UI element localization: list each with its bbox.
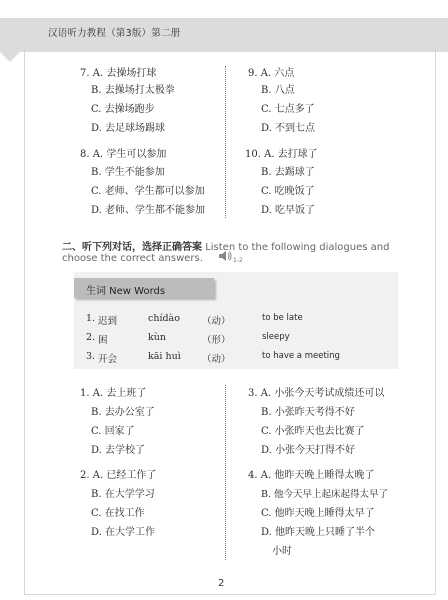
option: D. 老师、学生都不能参加 — [91, 205, 206, 216]
vocab-pinyin: chídào — [148, 313, 180, 324]
question-1: 1. A. 去上班了 — [80, 388, 147, 399]
option: D. 小张今天打得不好 — [261, 445, 356, 456]
vocab-word: 困 — [98, 335, 108, 346]
question-4: 4. A. 他昨天晚上睡得太晚了 — [248, 470, 375, 481]
vocab-pos: （动） — [202, 354, 231, 365]
option: B. 他今天早上起床起得太早了 — [261, 489, 389, 500]
option: D. 吃早饭了 — [261, 205, 316, 216]
option: C. 小张昨天也去比赛了 — [261, 426, 365, 437]
option: C. 在找工作 — [91, 508, 145, 519]
vocab-word: 开会 — [98, 354, 118, 365]
vocab-num: 2. — [86, 332, 96, 343]
option: C. 他昨天晚上睡得太早了 — [261, 508, 375, 519]
vocab-pos: （形） — [202, 335, 231, 346]
option: B. 八点 — [261, 85, 295, 96]
option: C. 去操场跑步 — [91, 104, 155, 115]
option: D. 他昨天晚上只睡了半个 — [261, 527, 376, 538]
header-notch — [0, 52, 20, 62]
speaker-icon[interactable] — [218, 250, 232, 265]
book-title: 汉语听力教程（第3版）第二册 — [48, 28, 181, 39]
option-continuation: 小时 — [272, 546, 292, 557]
question-2: 2. A. 已经工作了 — [80, 470, 157, 481]
vocab-meaning: sleepy — [262, 332, 290, 342]
option: B. 去操场打太极拳 — [91, 85, 175, 96]
vocab-meaning: to have a meeting — [262, 351, 340, 361]
question-10: 10. A. 去打球了 — [245, 149, 318, 160]
vocab-meaning: to be late — [262, 313, 303, 323]
option: C. 回家了 — [91, 426, 135, 437]
option: C. 七点多了 — [261, 104, 315, 115]
option: D. 不到七点 — [261, 123, 316, 134]
option: B. 小张昨天考得不好 — [261, 407, 355, 418]
column-divider — [225, 66, 226, 218]
vocab-word: 迟到 — [98, 316, 118, 327]
option: B. 去踢球了 — [261, 167, 315, 178]
section-title-en-2: choose the correct answers. — [62, 253, 203, 264]
option: C. 老师、学生都可以参加 — [91, 186, 205, 197]
vocab-header: 生词 New Words — [74, 278, 214, 298]
vocab-num: 3. — [86, 351, 96, 362]
question-3: 3. A. 小张今天考试成绩还可以 — [248, 388, 385, 399]
option: D. 去足球场踢球 — [91, 123, 166, 134]
vocab-pinyin: kāi huì — [148, 351, 181, 362]
option: C. 吃晚饭了 — [261, 186, 315, 197]
option: D. 在大学工作 — [91, 527, 156, 538]
question-7: 7. A. 去操场打球 — [80, 68, 157, 79]
vocab-pinyin: kùn — [148, 332, 166, 343]
option: B. 学生不能参加 — [91, 167, 165, 178]
option: B. 在大学学习 — [91, 489, 155, 500]
option: D. 去学校了 — [91, 445, 146, 456]
question-9: 9. A. 六点 — [248, 68, 295, 79]
vocab-num: 1. — [86, 313, 96, 324]
question-8: 8. A. 学生可以参加 — [80, 149, 167, 160]
section-title-cn: 二、听下列对话，选择正确答案 — [62, 242, 202, 253]
option: B. 去办公室了 — [91, 407, 155, 418]
page-number: 2 — [218, 578, 225, 589]
vocab-pos: （动） — [202, 316, 231, 327]
audio-track-ref: 1-2 — [233, 257, 243, 264]
section-title-en-1: Listen to the following dialogues and — [205, 242, 390, 253]
column-divider — [225, 385, 226, 560]
